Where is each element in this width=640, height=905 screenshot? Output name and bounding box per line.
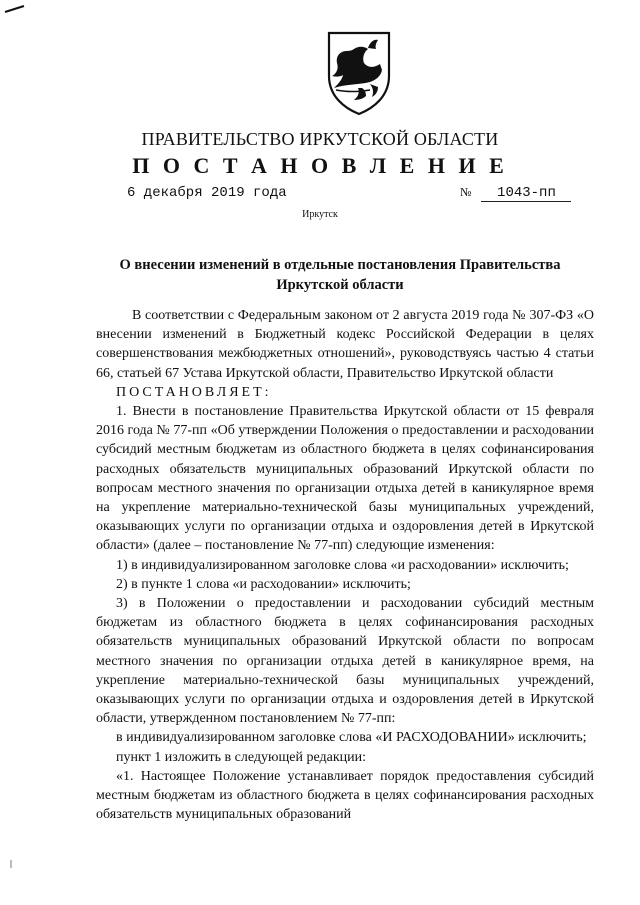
document-number: 1043-пп xyxy=(481,185,571,202)
decree-word: ПОСТАНОВЛЯЕТ: xyxy=(116,384,272,400)
body-paragraph: пункт 1 изложить в следующей редакции: xyxy=(116,749,366,765)
body-paragraph: 1. Внести в постановление Правительства Иркутской области от 15 февраля 2016 года № 77-пп «Об утверждении Положения о предоставлении и расходовании субсидий местным бюджетам из областного бюджета в целях софинансирования расходных обязательств муниципальных образований Иркутской области по вопросам местного значения по организации отдыха детей в каникулярное время на укрепление материально-технической базы муниципальных учреждений, оказывающих услуги по организации отдыха и оздоровления детей в Иркутской области» (далее – постановление № 77-пп) следующие изменения: xyxy=(96,404,594,554)
preamble-paragraph: В соответствии с Федеральным законом от 2 августа 2019 года № 307-ФЗ «О внесении изменений в Бюджетный кодекс Российской Федерации в целях совершенствования межбюджетных отношений», руководствуясь частью 4 статьи 66, статьей 67 Устава Иркутской области, Правительство Иркутской области xyxy=(96,308,594,381)
city-name: Иркутск xyxy=(302,209,338,220)
government-name: ПРАВИТЕЛЬСТВО ИРКУТСКОЙ ОБЛАСТИ xyxy=(141,129,499,149)
body-paragraph: «1. Настоящее Положение устанавливает порядок предоставления субсидий местным бюджетам из областного бюджета в целях софинансирования расходных обязательств муниципальных образований xyxy=(96,768,594,823)
body-paragraph: 3) в Положении о предоставлении и расходовании субсидий местным бюджетам из областного бюджета в целях софинансирования расходных обязательств муниципальных образований Иркутской области по вопросам местного значения по организации отдыха детей в каникулярное время, на укрепление материально-технической базы муниципальных учреждений, оказывающих услуги по организации отдыха и оздоровления детей в Иркутской области, утвержденном постановлением № 77-пп: xyxy=(96,596,594,727)
document-number-block xyxy=(460,185,571,202)
document-body xyxy=(96,306,594,824)
scan-corner-mark xyxy=(4,4,26,14)
document-date: 6 декабря 2019 года xyxy=(127,185,287,201)
body-paragraph: 2) в пункте 1 слова «и расходовании» исключить; xyxy=(116,576,411,592)
number-sign: № xyxy=(460,185,472,199)
coat-of-arms-icon xyxy=(324,30,394,116)
body-paragraph: в индивидуализированном заголовке слова «И РАСХОДОВАНИИ» исключить; xyxy=(116,730,587,746)
document-title: О внесении изменений в отдельные постановления Правительства Иркутской области xyxy=(119,257,561,293)
document-type-heading: П О С Т А Н О В Л Е Н И Е xyxy=(132,153,508,178)
scan-margin-mark xyxy=(10,860,12,868)
body-paragraph: 1) в индивидуализированном заголовке слова «и расходовании» исключить; xyxy=(116,557,569,573)
